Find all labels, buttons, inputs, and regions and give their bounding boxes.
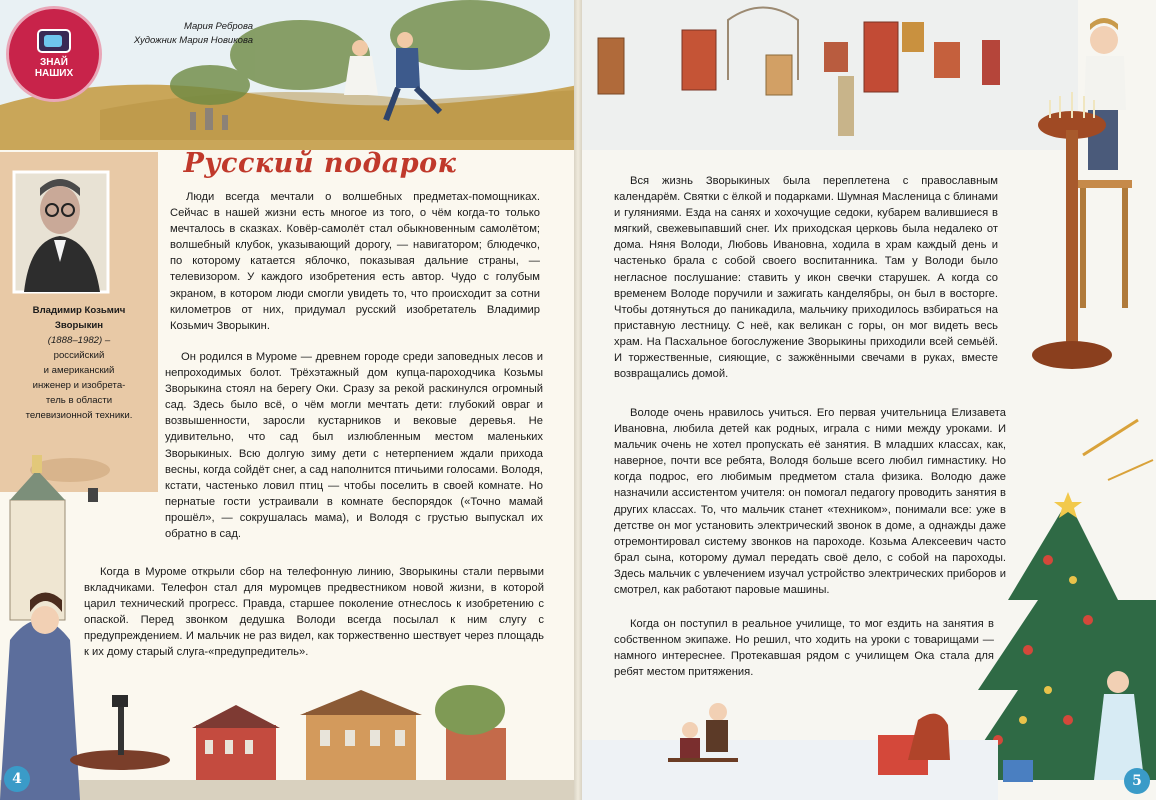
caption-desc-3: инженер и изобрета- — [32, 380, 126, 391]
article-title: Русский подарок — [183, 148, 457, 179]
paragraph-text: Когда он поступил в реальное училище, то мог ездить на занятия в собственном экипаже. Но решил, что ходить на уроки с товарищами — намного интереснее. Протекавшая рядом с училищем Ока стала для ребят местом притяжения. — [614, 618, 994, 679]
section-badge — [6, 6, 102, 102]
tv-icon — [37, 29, 71, 53]
left-paragraph-3 — [84, 564, 544, 661]
paragraph-text: Вся жизнь Зворыкиных была переплетена с православным календарём. Святки с ёлкой и подарками. Шумная Масленица с блинами и гуляниями. Езда на санях и хохочущие седоки, кубарем валившиеся в мягкий, свежевыпавший снег. Их приходская церковь была недалеко от дома. Няня Володи, Любовь Ивановна, ходила в храм каждый день и частенько брала с собой своего воспитанника. Там у Володи было негласное послушание: ставить у икон свечки старушек. А когда со временем Володе поручили и зажигать канделябры, он был в восторге. Чтобы дотянуться до паникадила, мальчику приходилось взбираться на приставную лестницу. С неё, как великан с горы, он мог видеть весь храм. На Пасхальное богослужение Зворыкины приходили всей семьёй. И торжественные, сияющие, с зажжёнными свечами в руках, вместе возвращались домой. — [614, 175, 998, 381]
page-number-left: 4 — [4, 766, 30, 792]
paragraph-text: Люди всегда мечтали о волшебных предметах-помощниках. Сейчас в нашей жизни есть многое из того, о чём когда-то только мечталось в сказках. Ковёр-самолёт стал обыкновенным самолётом; волшебный клубок, указывающий дорогу, — навигатором; блюдечко, по которому катается яблочко, показывая дальние страны, — телевизором. У каждого изобретения есть автор. Чудо с голубым экраном, в котором люди смогли увидеть то, что происходит за сотни километров от них, придумал русский изобретатель Владимир Козьмич Зворыкин. — [170, 191, 540, 332]
right-paragraph-1 — [614, 173, 998, 382]
page-number-right: 5 — [1124, 768, 1150, 794]
badge-label-line2: НАШИХ — [34, 68, 74, 79]
paragraph-text: Он родился в Муроме — древнем городе среди заповедных лесов и непроходимых болот. Трёхэтажный дом купца-пароходчика Козьмы Зворыкина стоял на берегу Оки. Сразу за рекой раскинулся огромный сад. Здесь было всё, о чём могли мечтать дети: глубокий овраг и возвышенности, заросли кустарников и вековые деревья. Не удивительно, что сад был излюбленным местом маленьких Зворыкиных. Всю долгую зиму дети с нетерпением ждали прихода весны, когда сойдёт снег, а сад наполнится птичьими голосами. Володя, кстати, частенько ловил птиц — чтобы поселить в своей комнате. Но пернатые гости устраивали в комнате беспорядок («Точно мамай прошёл», — сокрушалась мама), и Володя с грустью выпускал их обратно в сад. — [165, 351, 543, 541]
book-spine — [574, 0, 582, 800]
credits — [118, 20, 253, 48]
left-paragraph-2 — [165, 349, 543, 542]
caption-desc-2: и американский — [43, 365, 115, 376]
artist-credit: Художник Мария Новикова — [133, 35, 253, 46]
right-page — [578, 0, 1156, 800]
caption-dates: (1888–1982) – — [47, 335, 111, 346]
caption-name-line2: Зворыкин — [54, 320, 104, 331]
badge-label-line1: ЗНАЙ — [40, 57, 68, 68]
author-credit: Мария Реброва — [183, 21, 253, 32]
paragraph-text: Когда в Муроме открыли сбор на телефонную линию, Зворыкины стали первыми вкладчиками. Телефон стал для муромцев предвестником новой жизни, в которой царил технический прогресс. Правда, старшее поколение отнеслось к изобретению с опаской. Перед звонком дедушка Володи всегда посылал к ним слугу с предупреждением. И мальчик не раз видел, как торжественно шествует через площадь к их дому старый слуга-«предупредитель». — [84, 566, 544, 659]
right-paragraph-3 — [614, 616, 994, 680]
murom-buildings — [0, 685, 578, 800]
caption-desc-4: тель в области — [45, 395, 113, 406]
caption-desc-5: телевизионной техники. — [25, 410, 133, 421]
caption-desc-1: российский — [53, 350, 105, 361]
left-paragraph-1 — [170, 189, 540, 334]
portrait-caption — [8, 303, 150, 423]
caption-name-line1: Владимир Козьмич — [32, 305, 126, 316]
right-paragraph-2 — [614, 405, 1006, 598]
paragraph-text: Володе очень нравилось учиться. Его первая учительница Елизавета Ивановна, любила детей как родных, играла с ними между уроками. И мальчик очень не хотел пропускать её занятия. В младших классах, как, наверное, почти все ребята, Володя больше всего любил гимнастику. Но когда подрос, его любимым предметом стала физика. Володю даже назначили ассистентом учителя: он помогал педагогу проводить занятия в других классах. То, что мальчик станет «техником», понимали все: уже в детстве он мог установить электрический звонок в доме, а однажды даже отремонтировал систему звонков на пароходе. Козьма Алексеевич часто брал сына, которому думал передать своё дело, с собой на пароходы. Здесь мальчик с увлечением изучал устройство электрических приборов и смотрел, как работают паровые машины. — [614, 407, 1006, 597]
